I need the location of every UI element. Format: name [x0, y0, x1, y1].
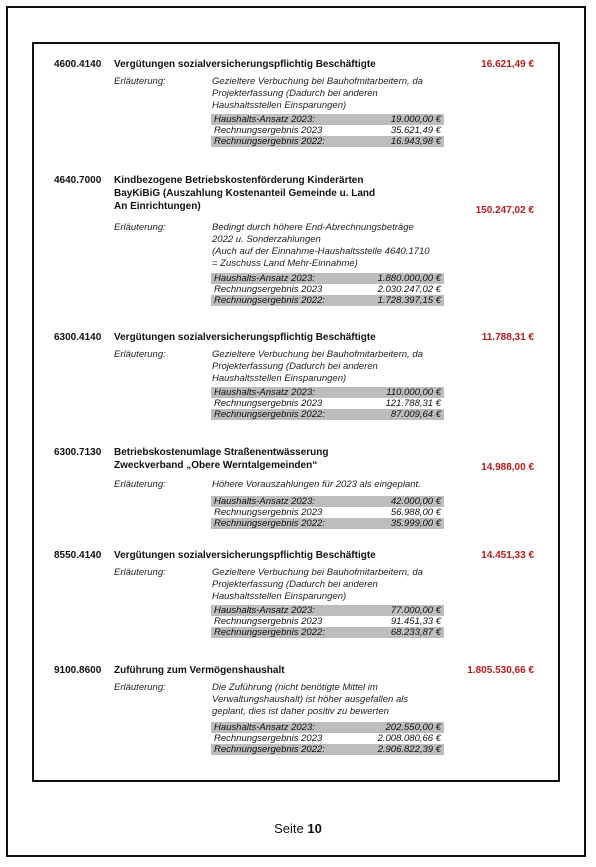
- page-footer: [0, 821, 596, 836]
- account-number: 9100.8600: [54, 665, 102, 676]
- entry-title: Vergütungen sozialversicherungspflichtig Beschäftigte: [114, 59, 376, 70]
- figures-table: [211, 496, 444, 529]
- content-frame: [32, 42, 560, 782]
- explanation-label: Erläuterung:: [114, 222, 166, 233]
- explanation-text: Höhere Vorauszahlungen für 2023 als eingeplant.: [212, 479, 421, 490]
- deviation-amount: 1.805.530,66 €: [467, 665, 534, 676]
- account-number: 6300.4140: [54, 332, 102, 343]
- figures-table: [211, 114, 444, 147]
- account-number: 6300.7130: [54, 447, 102, 458]
- table-row: Haushalts-Ansatz 2023: 110.000,00 €: [211, 387, 444, 398]
- table-row: Rechnungsergebnis 2023 35.621,49 €: [214, 125, 441, 136]
- entry-title: Kindbezogene Betriebskostenförderung Kinderärten BayKiBiG (Auszahlung Kostenanteil Gemeinde u. Land An Einrichtungen): [114, 175, 376, 212]
- table-row: Rechnungsergebnis 2023 2.030.247,02 €: [214, 284, 441, 295]
- account-number: 4640.7000: [54, 175, 102, 186]
- table-row: Rechnungsergebnis 2022: 2.906.822,39 €: [211, 744, 444, 755]
- deviation-amount: 11.788,31 €: [481, 332, 534, 343]
- table-row: Haushalts-Ansatz 2023: 77.000,00 €: [211, 605, 444, 616]
- figures-table: [211, 605, 444, 638]
- explanation-text: Die Zuführung (nicht benötigte Mittel im Verwaltungshaushalt) ist höher ausgefallen als geplant, dies ist daher positiv zu bewerten: [212, 682, 409, 717]
- explanation-label: Erläuterung:: [114, 479, 166, 490]
- explanation-text: Bedingt durch höhere End-Abrechnungsbeträge 2022 u. Sonderzahlungen (Auch auf der Einnahme-Haushaltsstelle 4640.1710 = Zuschuss Land Mehr-Einnahme): [212, 222, 430, 269]
- figures-table: [211, 273, 444, 306]
- explanation-text: Gezieltere Verbuchung bei Bauhofmitarbeitern, da Projekterfassung (Dadurch bei anderen Haushaltsstellen Einsparungen): [212, 349, 423, 384]
- explanation-label: Erläuterung:: [114, 567, 166, 578]
- table-row: Haushalts-Ansatz 2023: 202.550,00 €: [211, 722, 444, 733]
- deviation-amount: 14.988,00 €: [481, 462, 534, 473]
- table-row: Rechnungsergebnis 2023 2.008.080,66 €: [214, 733, 441, 744]
- table-row: Haushalts-Ansatz 2023: 1.880.000,00 €: [211, 273, 444, 284]
- figures-table: [211, 387, 444, 420]
- entry-title: Vergütungen sozialversicherungspflichtig Beschäftigte: [114, 550, 376, 561]
- table-row: Rechnungsergebnis 2022: 35.999,00 €: [211, 518, 444, 529]
- explanation-label: Erläuterung:: [114, 682, 166, 693]
- table-row: Haushalts-Ansatz 2023: 42.000,00 €: [211, 496, 444, 507]
- page-number: 10: [307, 821, 322, 836]
- account-number: 4600.4140: [54, 59, 102, 70]
- table-row: Haushalts-Ansatz 2023: 19.000,00 €: [211, 114, 444, 125]
- table-row: Rechnungsergebnis 2023 91.451,33 €: [214, 616, 441, 627]
- explanation-text: Gezieltere Verbuchung bei Bauhofmitarbeitern, da Projekterfassung (Dadurch bei anderen Haushaltsstellen Einsparungen): [212, 567, 423, 602]
- entry-title: Betriebskostenumlage Straßenentwässerung Zweckverband „Obere Werntalgemeinden“: [114, 447, 329, 471]
- table-row: Rechnungsergebnis 2022: 87.009,64 €: [211, 409, 444, 420]
- entry-title: Zuführung zum Vermögenshaushalt: [114, 665, 285, 676]
- table-row: Rechnungsergebnis 2023 56.988,00 €: [214, 507, 441, 518]
- deviation-amount: 150.247,02 €: [475, 205, 534, 216]
- explanation-label: Erläuterung:: [114, 76, 166, 87]
- table-row: Rechnungsergebnis 2022: 16.943,98 €: [211, 136, 444, 147]
- explanation-label: Erläuterung:: [114, 349, 166, 360]
- table-row: Rechnungsergebnis 2023 121.788,31 €: [214, 398, 441, 409]
- table-row: Rechnungsergebnis 2022: 68.233,87 €: [211, 627, 444, 638]
- explanation-text: Gezieltere Verbuchung bei Bauhofmitarbeitern, da Projekterfassung (Dadurch bei anderen Haushaltsstellen Einsparungen): [212, 76, 423, 111]
- deviation-amount: 16.621,49 €: [481, 59, 534, 70]
- deviation-amount: 14.451,33 €: [481, 550, 534, 561]
- footer-label: Seite: [274, 821, 304, 836]
- account-number: 8550.4140: [54, 550, 102, 561]
- table-row: Rechnungsergebnis 2022: 1.728.397,15 €: [211, 295, 444, 306]
- entry-title: Vergütungen sozialversicherungspflichtig Beschäftigte: [114, 332, 376, 343]
- figures-table: [211, 722, 444, 755]
